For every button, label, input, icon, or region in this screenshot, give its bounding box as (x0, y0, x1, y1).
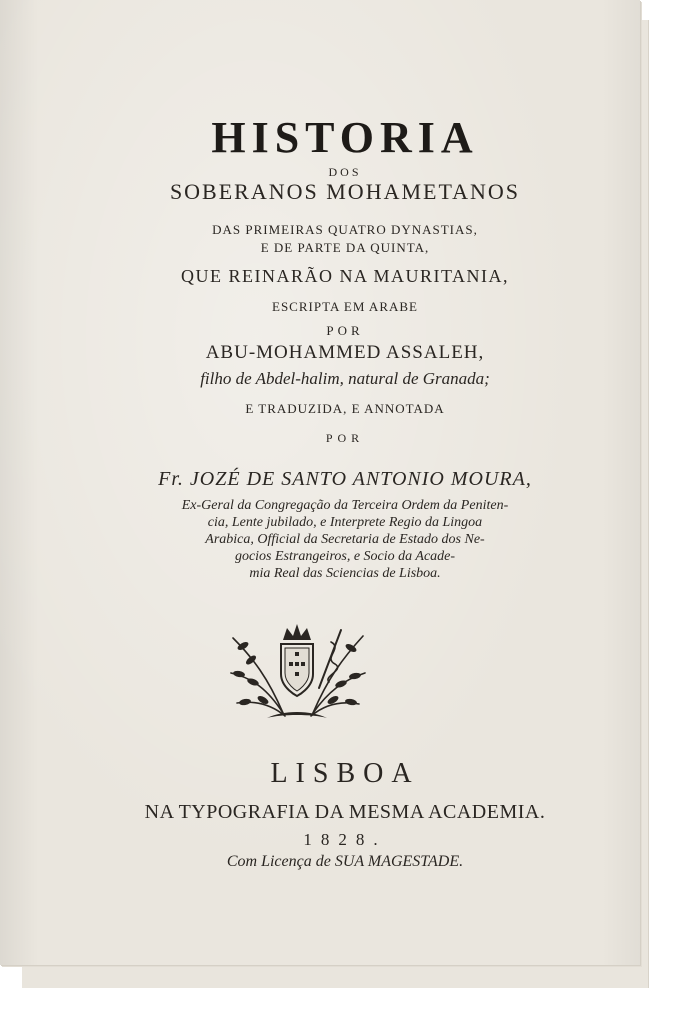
title-dynastias: DAS PRIMEIRAS QUATRO DYNASTIAS, (212, 222, 478, 237)
translator-description (110, 497, 580, 582)
imprint-licence: Com Licença de SUA MAGESTADE. (226, 853, 464, 870)
author-name: ABU-MOHAMMED ASSALEH, (205, 342, 485, 363)
title-quinta: E DE PARTE DA QUINTA, (260, 240, 430, 255)
translator-desc-line: mia Real das Sciencias de Lisboa. (249, 566, 441, 581)
translator-desc-line: cia, Lente jubilado, e Interprete Regio da Lingoa (207, 515, 483, 530)
translated-annotated: E TRADUZIDA, E ANNOTADA (245, 401, 445, 416)
imprint-printer: NA TYPOGRAFIA DA MESMA ACADEMIA. (144, 801, 546, 823)
por-label-2: POR (325, 431, 365, 445)
title-reinarao: QUE REINARÃO NA MAURITANIA, (180, 266, 510, 286)
translator-name: Fr. JOZÉ DE SANTO ANTONIO MOURA, (158, 468, 532, 490)
por-label-1: POR (326, 323, 364, 338)
book-title: HISTORIA (211, 113, 479, 162)
title-dos: DOS (328, 165, 362, 179)
title-escripta: ESCRIPTA EM ARABE (272, 299, 418, 314)
translator-desc-line: Ex-Geral da Congregação da Terceira Ordem da Peniten- (181, 498, 509, 513)
imprint-year: 1828. (303, 830, 387, 849)
translator-desc-line: gocios Estrangeiros, e Socio da Acade- (234, 549, 456, 564)
imprint-city: LISBOA (270, 758, 420, 789)
translator-desc-line: Arabica, Official da Secretaria de Estado dos Ne- (205, 532, 485, 547)
author-description: filho de Abdel-halim, natural de Granada; (200, 369, 490, 388)
royal-arms-ornament-icon (223, 618, 371, 730)
title-soberanos: SOBERANOS MOHAMETANOS (169, 179, 521, 204)
